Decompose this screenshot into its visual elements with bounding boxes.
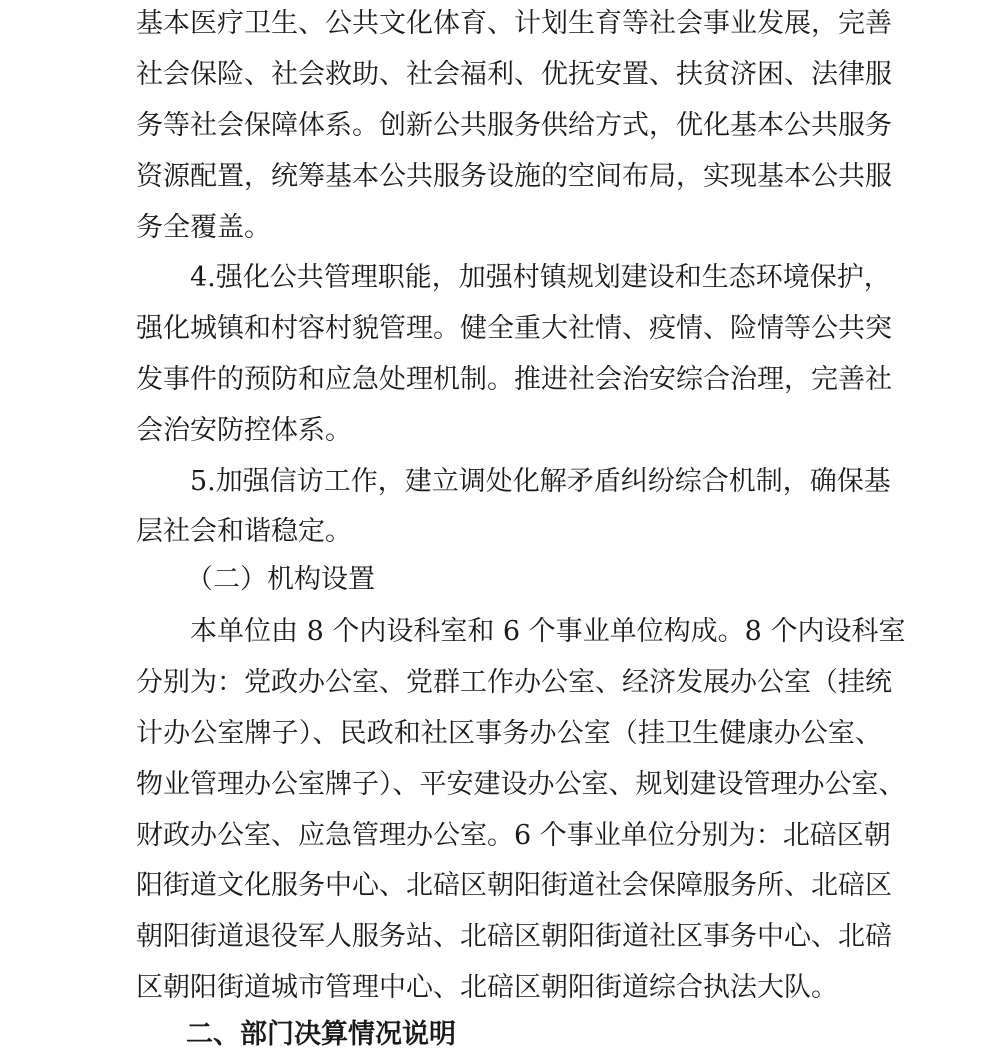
item-4-line-4: 会治安防控体系。 <box>136 415 352 446</box>
intro-line-3: 务等社会保障体系。创新公共服务供给方式，优化基本公共服务 <box>136 110 892 141</box>
section-2-line-8: 区朝阳街道城市管理中心、北碚区朝阳街道综合执法大队。 <box>136 972 838 1003</box>
section-2-line-4: 物业管理办公室牌子）、平安建设办公室、规划建设管理办公室、 <box>136 769 906 800</box>
intro-line-1: 基本医疗卫生、公共文化体育、计划生育等社会事业发展，完善 <box>136 8 892 39</box>
section-2-line-7: 朝阳街道退役军人服务站、北碚区朝阳街道社区事务中心、北碚 <box>136 921 892 952</box>
item-4-line-3: 发事件的预防和应急处理机制。推进社会治安综合治理，完善社 <box>136 364 892 395</box>
intro-line-4: 资源配置，统筹基本公共服务设施的空间布局，实现基本公共服 <box>136 161 892 192</box>
intro-line-2: 社会保险、社会救助、社会福利、优抚安置、扶贫济困、法律服 <box>136 59 892 90</box>
section-2-heading: （二）机构设置 <box>186 564 375 595</box>
intro-line-5: 务全覆盖。 <box>136 212 271 243</box>
document-page <box>136 0 906 1059</box>
section-2-line-6: 阳街道文化服务中心、北碚区朝阳街道社会保障服务所、北碚区 <box>136 870 892 901</box>
item-4-line-1: 4.强化公共管理职能，加强村镇规划建设和生态环境保护， <box>190 262 891 293</box>
item-5-line-1: 5.加强信访工作，建立调处化解矛盾纠纷综合机制，确保基 <box>190 466 891 497</box>
section-2-line-2: 分别为：党政办公室、党群工作办公室、经济发展办公室（挂统 <box>136 667 892 698</box>
part-2-heading: 二、部门决算情况说明 <box>186 1019 456 1050</box>
item-4-line-2: 强化城镇和村容村貌管理。健全重大社情、疫情、险情等公共突 <box>136 313 892 344</box>
section-2-line-5: 财政办公室、应急管理办公室。6 个事业单位分别为：北碚区朝 <box>136 820 891 851</box>
item-5-line-2: 层社会和谐稳定。 <box>136 516 352 547</box>
section-2-line-1: 本单位由 8 个内设科室和 6 个事业单位构成。8 个内设科室 <box>190 616 906 647</box>
section-2-line-3: 计办公室牌子）、民政和社区事务办公室（挂卫生健康办公室、 <box>136 718 882 749</box>
